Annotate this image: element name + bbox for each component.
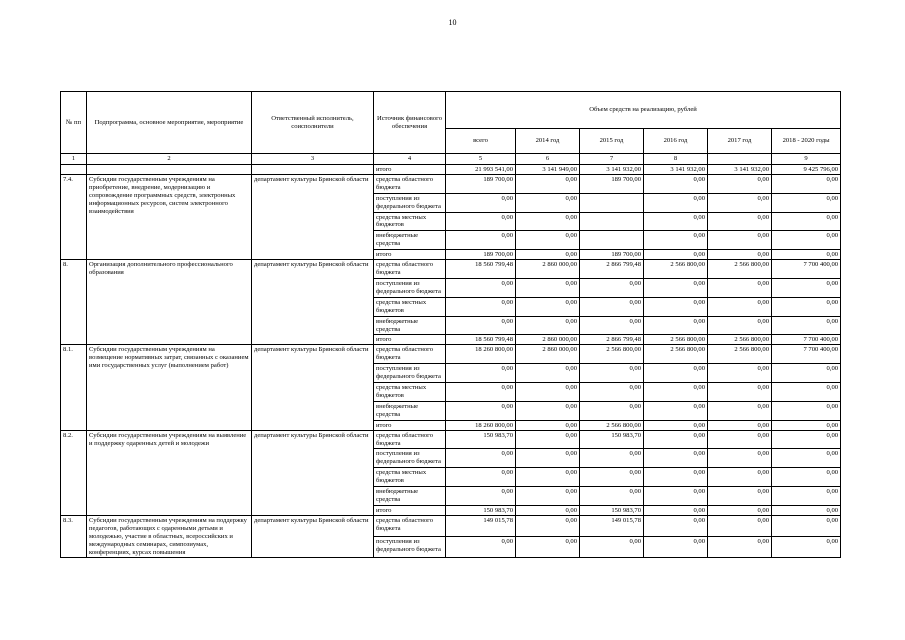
amount-cell: 0,00 [772, 174, 841, 193]
total-value: 0,00 [708, 420, 772, 430]
program-name: Субсидии государственным учреждениям на возмещение нормативных затрат, связанных с оказанием ими государственных услуг (выполнением работ) [87, 345, 252, 430]
amount-cell: 0,00 [644, 231, 708, 250]
total-value: 0,00 [516, 505, 580, 515]
column-number: 4 [374, 154, 446, 165]
amount-cell: 0,00 [644, 487, 708, 506]
header-program: Подпрограмма, основное мероприятие, мероприятие [87, 92, 252, 154]
amount-cell: 0,00 [516, 212, 580, 231]
total-value: 3 141 932,00 [708, 164, 772, 174]
amount-cell: 0,00 [446, 537, 516, 558]
amount-cell: 0,00 [708, 537, 772, 558]
amount-cell: 149 015,78 [446, 515, 516, 536]
amount-cell: 0,00 [708, 383, 772, 402]
amount-cell: 0,00 [772, 297, 841, 316]
amount-cell: 189 700,00 [580, 174, 644, 193]
program-name: Субсидии государственным учреждениям на выявление и поддержку одаренных детей и молодежи [87, 430, 252, 515]
amount-cell: 0,00 [772, 212, 841, 231]
empty-cell [61, 164, 87, 174]
header-num: № пп [61, 92, 87, 154]
amount-cell: 0,00 [516, 487, 580, 506]
amount-cell: 0,00 [516, 449, 580, 468]
amount-cell: 2 860 000,00 [516, 345, 580, 364]
column-number [708, 154, 772, 165]
table-row [61, 430, 841, 449]
header-source: Источник финансового обеспечения [374, 92, 446, 154]
top-total-row [61, 164, 841, 174]
funding-source: средства областного бюджета [374, 515, 446, 536]
amount-cell: 0,00 [516, 364, 580, 383]
amount-cell: 0,00 [446, 212, 516, 231]
amount-cell: 0,00 [644, 449, 708, 468]
amount-cell: 0,00 [644, 515, 708, 536]
program-name: Субсидии государственным учреждениям на поддержку педагогов, работающих с одаренными детьми и молодежью, участие в областных, всероссийских и международных семинарах, симпозиумах, конференциях, курсах повышения [87, 515, 252, 558]
amount-cell: 0,00 [644, 297, 708, 316]
amount-cell: 0,00 [708, 193, 772, 212]
total-value: 18 260 800,00 [446, 420, 516, 430]
amount-cell: 0,00 [446, 449, 516, 468]
amount-cell: 0,00 [580, 364, 644, 383]
amount-cell: 0,00 [772, 364, 841, 383]
amount-cell [580, 193, 644, 212]
amount-cell: 0,00 [772, 430, 841, 449]
funding-source: поступления из федерального бюджета [374, 537, 446, 558]
funding-source: поступления из федерального бюджета [374, 364, 446, 383]
column-number: 2 [87, 154, 252, 165]
amount-cell: 0,00 [516, 231, 580, 250]
table-row [61, 260, 841, 279]
program-name: Субсидии государственным учреждениям на приобретение, внедрение, модернизацию и сопровождение программных средств, электронных информационных ресурсов, систем электронного взаимодействия [87, 174, 252, 259]
amount-cell: 2 566 800,00 [708, 260, 772, 279]
amount-cell: 7 700 400,00 [772, 260, 841, 279]
amount-cell: 0,00 [516, 316, 580, 335]
funding-source: поступления из федерального бюджета [374, 278, 446, 297]
column-number: 7 [580, 154, 644, 165]
total-value: 0,00 [772, 420, 841, 430]
amount-cell: 0,00 [708, 449, 772, 468]
amount-cell: 0,00 [644, 468, 708, 487]
amount-cell: 0,00 [772, 468, 841, 487]
amount-cell: 0,00 [516, 193, 580, 212]
funding-source: средства местных бюджетов [374, 212, 446, 231]
amount-cell: 0,00 [708, 430, 772, 449]
total-value: 0,00 [644, 420, 708, 430]
amount-cell: 0,00 [708, 174, 772, 193]
column-number: 6 [516, 154, 580, 165]
total-label: итого [374, 335, 446, 345]
row-number: 8.3. [61, 515, 87, 558]
executor-name: департамент культуры Брянской области [252, 345, 374, 430]
header-executor: Ответственный исполнитель, соисполнители [252, 92, 374, 154]
table-row [61, 345, 841, 364]
column-number-row [61, 154, 841, 165]
amount-cell: 0,00 [644, 278, 708, 297]
amount-cell: 0,00 [772, 231, 841, 250]
total-label: итого [374, 505, 446, 515]
funding-source: средства областного бюджета [374, 430, 446, 449]
amount-cell: 0,00 [446, 231, 516, 250]
header-2014: 2014 год [516, 129, 580, 154]
funding-source: внебюджетные средства [374, 487, 446, 506]
funding-source: внебюджетные средства [374, 401, 446, 420]
table-row [61, 515, 841, 536]
amount-cell: 0,00 [580, 278, 644, 297]
amount-cell: 0,00 [580, 487, 644, 506]
column-number: 9 [772, 154, 841, 165]
amount-cell: 0,00 [516, 383, 580, 402]
amount-cell: 0,00 [708, 297, 772, 316]
empty-cell [252, 164, 374, 174]
amount-cell: 2 860 000,00 [516, 260, 580, 279]
amount-cell: 0,00 [580, 449, 644, 468]
amount-cell: 0,00 [708, 401, 772, 420]
amount-cell: 0,00 [772, 515, 841, 536]
total-label: итого [374, 164, 446, 174]
header-2018-2020: 2018 - 2020 годы [772, 129, 841, 154]
funding-source: поступления из федерального бюджета [374, 449, 446, 468]
funding-source: поступления из федерального бюджета [374, 193, 446, 212]
total-value: 21 993 541,00 [446, 164, 516, 174]
amount-cell: 0,00 [446, 316, 516, 335]
executor-name: департамент культуры Брянской области [252, 174, 374, 259]
total-value: 2 860 000,00 [516, 335, 580, 345]
amount-cell: 149 015,78 [580, 515, 644, 536]
executor-name: департамент культуры Брянской области [252, 260, 374, 345]
amount-cell: 0,00 [708, 212, 772, 231]
amount-cell: 189 700,00 [446, 174, 516, 193]
amount-cell: 0,00 [446, 364, 516, 383]
amount-cell: 0,00 [772, 487, 841, 506]
row-number: 8. [61, 260, 87, 345]
funding-source: средства местных бюджетов [374, 297, 446, 316]
table-row [61, 174, 841, 193]
amount-cell: 0,00 [708, 231, 772, 250]
total-value: 18 560 799,48 [446, 335, 516, 345]
funding-source: средства областного бюджета [374, 174, 446, 193]
table-body [61, 154, 841, 558]
total-value: 0,00 [516, 250, 580, 260]
total-value: 2 566 800,00 [708, 335, 772, 345]
total-value: 0,00 [644, 250, 708, 260]
amount-cell: 0,00 [580, 468, 644, 487]
header-2017: 2017 год [708, 129, 772, 154]
amount-cell: 0,00 [516, 297, 580, 316]
funding-table [60, 91, 841, 558]
program-name: Организация дополнительного профессионального образования [87, 260, 252, 345]
amount-cell: 0,00 [772, 449, 841, 468]
column-number: 3 [252, 154, 374, 165]
header-2015: 2015 год [580, 129, 644, 154]
funding-source: внебюджетные средства [374, 316, 446, 335]
amount-cell: 0,00 [446, 278, 516, 297]
amount-cell: 0,00 [708, 316, 772, 335]
amount-cell: 0,00 [580, 316, 644, 335]
total-value: 7 700 400,00 [772, 335, 841, 345]
amount-cell: 0,00 [446, 487, 516, 506]
amount-cell: 0,00 [516, 401, 580, 420]
page-number: 10 [448, 18, 457, 27]
total-value: 3 141 932,00 [580, 164, 644, 174]
empty-cell [87, 164, 252, 174]
total-value: 150 983,70 [446, 505, 516, 515]
total-value: 189 700,00 [446, 250, 516, 260]
amount-cell: 0,00 [772, 383, 841, 402]
amount-cell: 0,00 [644, 537, 708, 558]
amount-cell: 18 260 800,00 [446, 345, 516, 364]
amount-cell: 0,00 [516, 468, 580, 487]
amount-cell: 0,00 [580, 383, 644, 402]
funding-source: средства областного бюджета [374, 260, 446, 279]
amount-cell: 0,00 [516, 537, 580, 558]
amount-cell: 0,00 [644, 193, 708, 212]
total-value: 0,00 [708, 505, 772, 515]
amount-cell: 2 866 799,48 [580, 260, 644, 279]
total-value: 189 700,00 [580, 250, 644, 260]
amount-cell: 0,00 [516, 174, 580, 193]
amount-cell: 0,00 [446, 193, 516, 212]
total-value: 0,00 [644, 505, 708, 515]
amount-cell: 0,00 [446, 401, 516, 420]
column-number: 8 [644, 154, 708, 165]
total-value: 0,00 [772, 250, 841, 260]
amount-cell: 150 983,70 [580, 430, 644, 449]
amount-cell: 0,00 [772, 537, 841, 558]
amount-cell: 2 566 800,00 [708, 345, 772, 364]
total-value: 0,00 [772, 505, 841, 515]
amount-cell: 0,00 [644, 383, 708, 402]
amount-cell: 0,00 [644, 430, 708, 449]
amount-cell: 2 566 800,00 [580, 345, 644, 364]
amount-cell: 0,00 [708, 515, 772, 536]
executor-name: департамент культуры Брянской области [252, 430, 374, 515]
total-value: 0,00 [708, 250, 772, 260]
header-2016: 2016 год [644, 129, 708, 154]
amount-cell: 0,00 [644, 316, 708, 335]
amount-cell: 0,00 [708, 468, 772, 487]
total-value: 2 566 800,00 [580, 420, 644, 430]
column-number: 1 [61, 154, 87, 165]
executor-name: департамент культуры Брянской области [252, 515, 374, 558]
amount-cell [580, 231, 644, 250]
amount-cell: 0,00 [644, 364, 708, 383]
total-value: 150 983,70 [580, 505, 644, 515]
row-number: 8.1. [61, 345, 87, 430]
column-number: 5 [446, 154, 516, 165]
amount-cell: 18 560 799,48 [446, 260, 516, 279]
amount-cell: 0,00 [772, 316, 841, 335]
amount-cell: 0,00 [516, 278, 580, 297]
amount-cell: 0,00 [580, 297, 644, 316]
total-value: 0,00 [516, 420, 580, 430]
funding-source: средства местных бюджетов [374, 468, 446, 487]
amount-cell: 0,00 [580, 537, 644, 558]
header-volume: Объем средств на реализацию, рублей [446, 92, 841, 129]
amount-cell: 0,00 [516, 515, 580, 536]
amount-cell: 150 983,70 [446, 430, 516, 449]
total-label: итого [374, 250, 446, 260]
funding-source: средства местных бюджетов [374, 383, 446, 402]
amount-cell: 0,00 [772, 278, 841, 297]
amount-cell: 0,00 [708, 487, 772, 506]
funding-source: внебюджетные средства [374, 231, 446, 250]
amount-cell: 0,00 [580, 401, 644, 420]
amount-cell: 0,00 [446, 383, 516, 402]
amount-cell: 2 566 800,00 [644, 345, 708, 364]
amount-cell [580, 212, 644, 231]
amount-cell: 7 700 400,00 [772, 345, 841, 364]
amount-cell: 0,00 [644, 174, 708, 193]
amount-cell: 0,00 [516, 430, 580, 449]
amount-cell: 0,00 [708, 278, 772, 297]
amount-cell: 0,00 [446, 468, 516, 487]
row-number: 8.2. [61, 430, 87, 515]
total-value: 3 141 932,00 [644, 164, 708, 174]
amount-cell: 0,00 [644, 401, 708, 420]
amount-cell: 0,00 [772, 401, 841, 420]
amount-cell: 0,00 [708, 364, 772, 383]
amount-cell: 2 566 800,00 [644, 260, 708, 279]
amount-cell: 0,00 [772, 193, 841, 212]
total-value: 2 566 800,00 [644, 335, 708, 345]
amount-cell: 0,00 [644, 212, 708, 231]
funding-source: средства областного бюджета [374, 345, 446, 364]
total-value: 2 866 799,48 [580, 335, 644, 345]
row-number: 7.4. [61, 174, 87, 259]
header-total: всего [446, 129, 516, 154]
total-value: 9 425 796,00 [772, 164, 841, 174]
total-label: итого [374, 420, 446, 430]
total-value: 3 141 949,00 [516, 164, 580, 174]
amount-cell: 0,00 [446, 297, 516, 316]
